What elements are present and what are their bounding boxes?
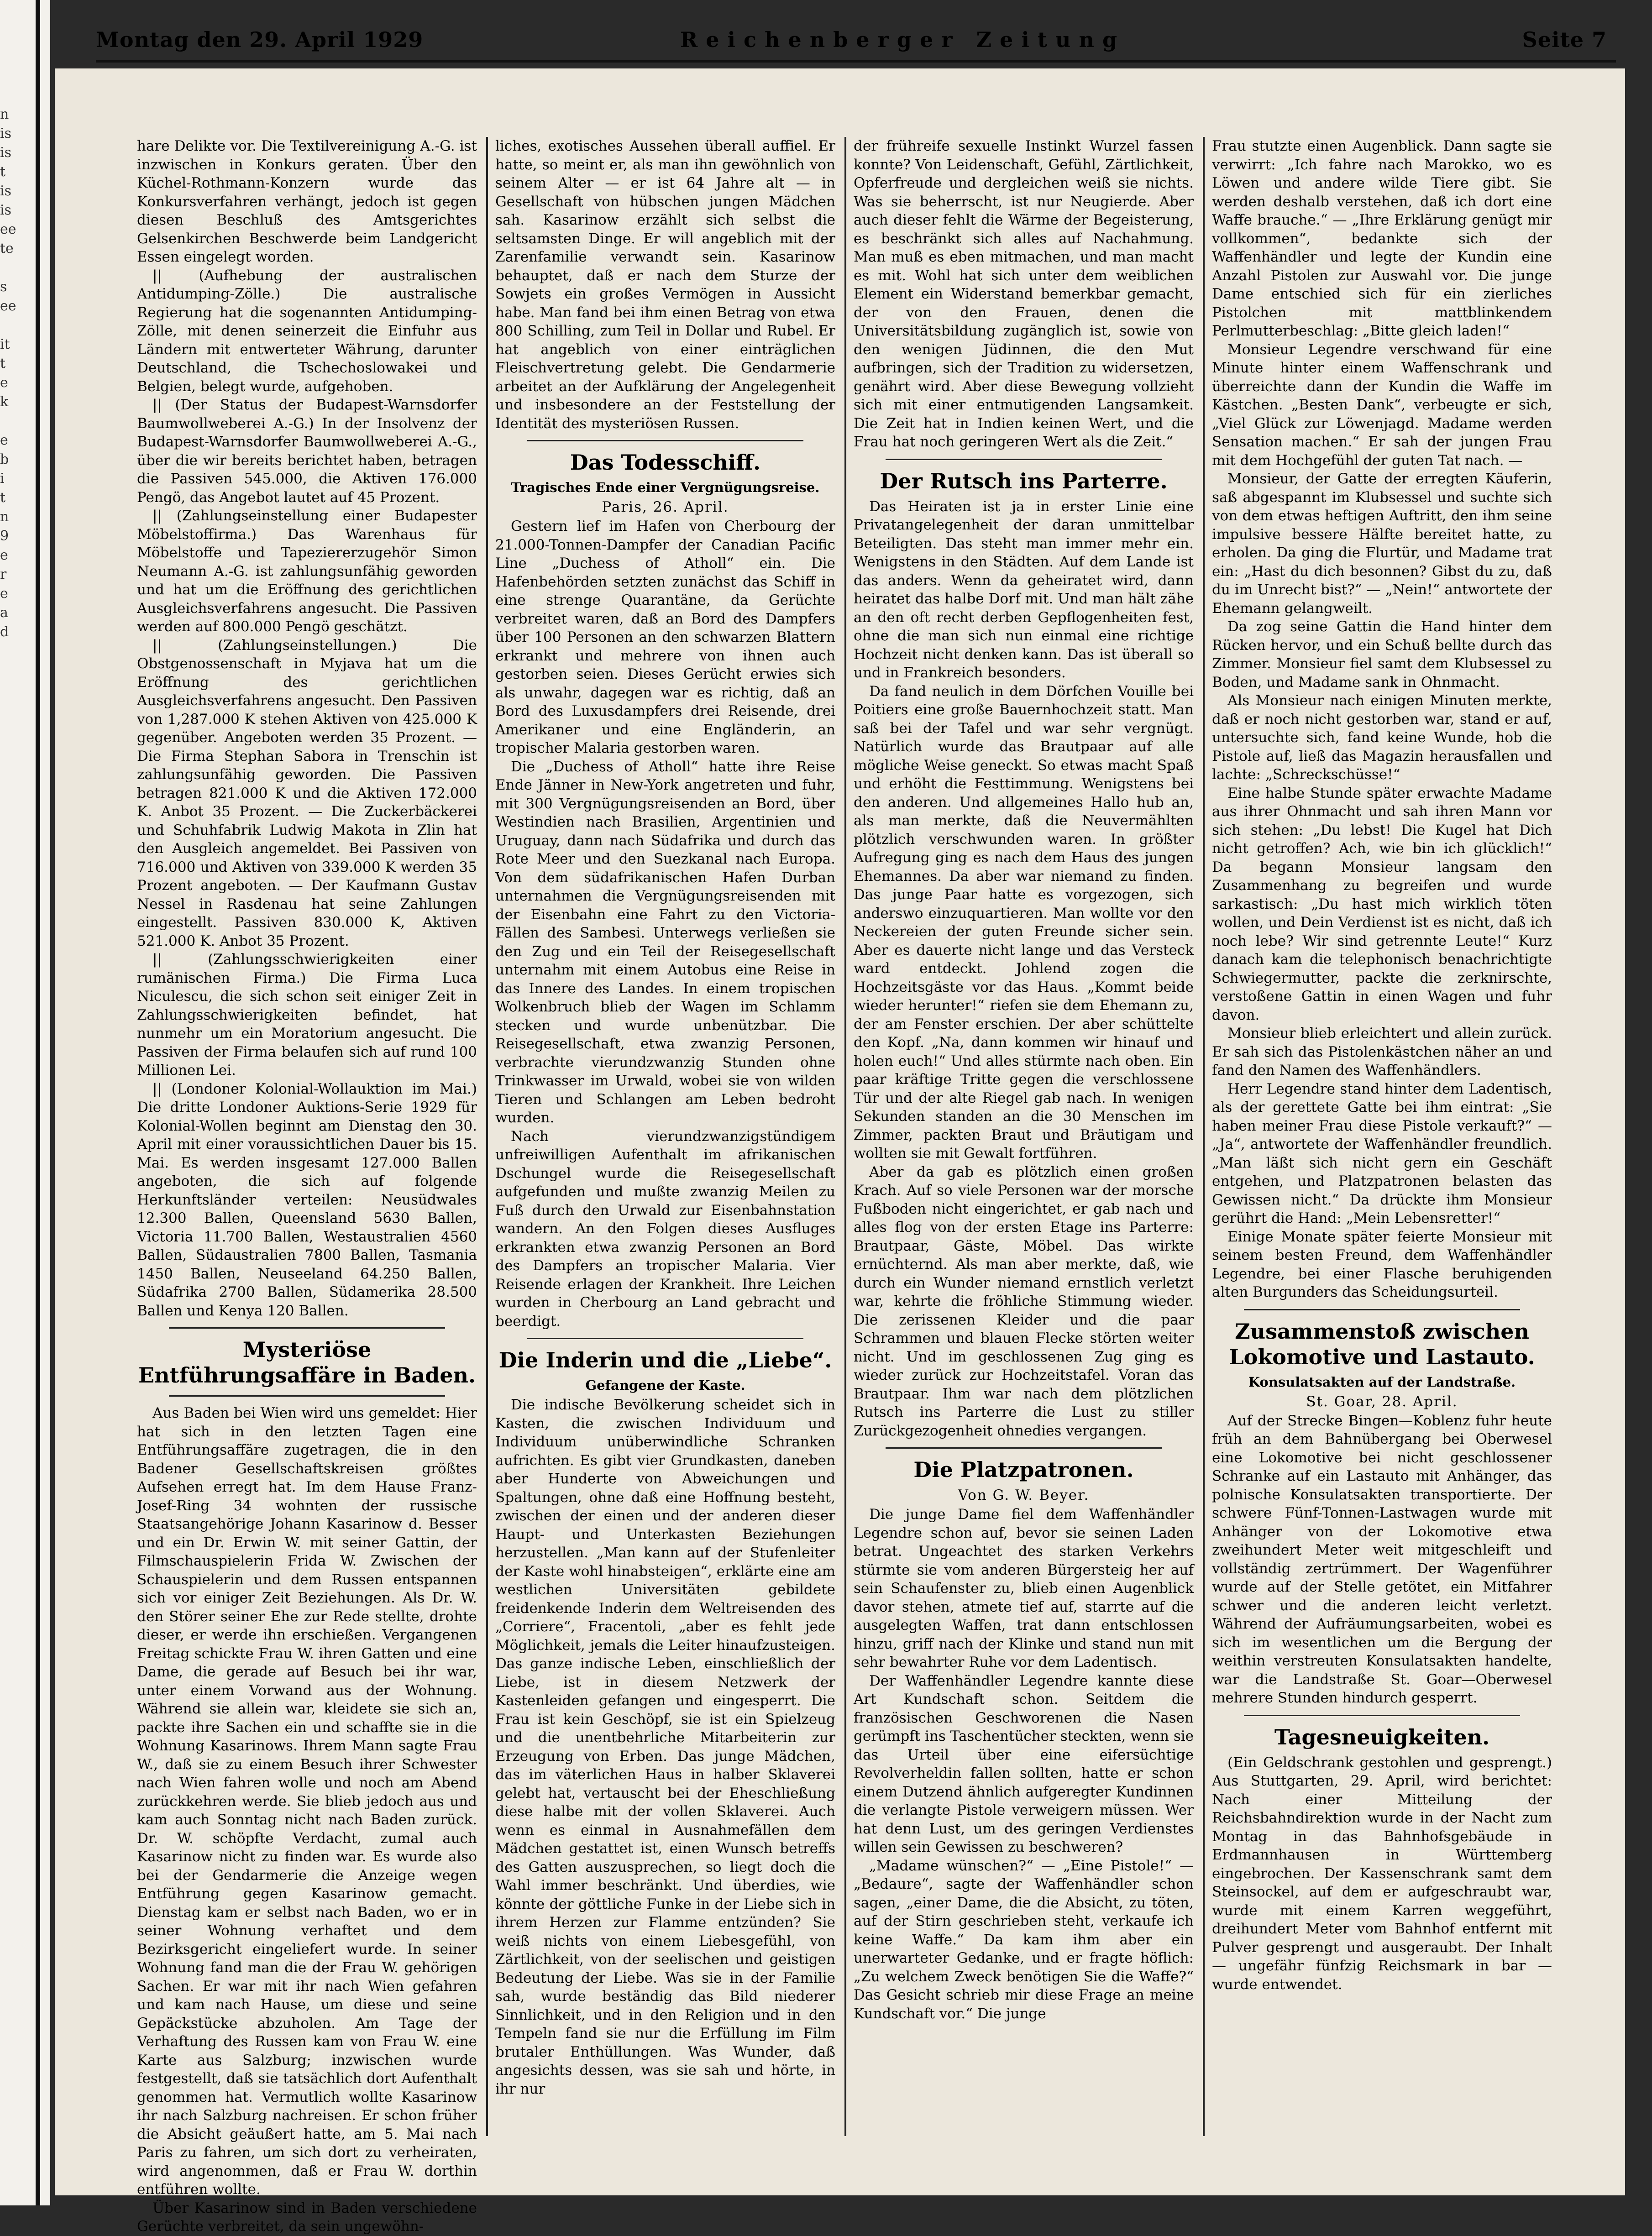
paragraph: Die indische Bevölkerung scheidet sich in Kasten, die zwischen Individuum und Individuum unüberwindliche Schranken aufrichten. Es gibt vier Grundkasten, daneben aber Hunderte von Abweichungen und Spaltungen, ohne daß eine Hoffnung besteht, zwischen der einen und der anderen dieser Haupt- und Unterkasten Beziehungen herzustellen. „Man kann auf der Stufenleiter der Kaste wohl hinabsteigen“, erklärte eine am westlichen Universitäten gebildete freidenkende Inderin dem Weltreisenden des „Corriere“, Fracentoli, „aber es fehlt jede Möglichkeit, jemals die Leiter hinaufzusteigen. Das ganze indische Leben, einschließlich der Liebe, ist in diesem Netzwerk der Kastenleiden gefangen und eingesperrt. Die Frau ist kein Geschöpf, sie ist ein Spielzeug und die unentbehrliche Mitarbeiterin zur Erzeugung von Erben. Das junge Mädchen, das im väterlichen Haus in halber Sklaverei gelebt hat, vertauscht bei der Eheschließung diese halbe mit der vollen Sklaverei. Auch wenn es einmal in Ausnahmefällen dem Mädchen gestattet ist, einen Wunsch betreffs des Gatten auszusprechen, so liegt doch die Wahl immer beschränkt. Und überdies, wie könnte der göttliche Funke in der Liebe sich in ihrem Herzen zur Flamme entzünden? Sie weiß nichts von einem Liebesgefühl, von Zärtlichkeit, von der seelischen und geistigen Bedeutung der Liebe. Was sie in der Familie sah, wurde beständig das Bild niederer Sinnlichkeit, und in den Religion und in den Tempeln fand sie nur die Erfüllung im Film brutaler Enthüllungen. Was Wunder, daß angesichts dessen, was sie sah und hörte, in ihr nur <box>495 1397 835 2097</box>
article-headline: Der Rutsch ins Parterre. <box>880 468 1168 493</box>
article-subheadline: Tragisches Ende einer Vergnügungsreise. <box>511 480 820 495</box>
paragraph: Die „Duchess of Atholl“ hatte ihre Reise Ende Jänner in New-York angetreten und fuhr, mit 300 Vergnügungsreisenden an Bord, über Westindien nach Brasilien, Argentinien und Uruguay, dann nach Südafrika und durch das Rote Meer und den Suezkanal nach Europa. Von dem südafrikanischen Hafen Durban unternahmen die Vergnügungsreisenden mit der Eisenbahn eine Fahrt zu den Victoria-Fällen des Sambesi. Unterwegs verließen sie den Zug und ein Teil der Reisegesellschaft unternahm mit einem Autobus eine Reise in das Innere des Landes. In einem tropischen Wolkenbruch blieb der Wagen im Schlamm stecken und wurde unbenützbar. Die Reisegesellschaft, etwa zwanzig Personen, verbrachte vierundzwanzig Stunden ohne Trinkwasser im Urwald, wobei sie von wilden Tieren und Schlangen am Leben bedroht wurden. <box>495 758 835 1126</box>
column-4 <box>1212 137 1552 1994</box>
paragraph: Monsieur, der Gatte der erregten Käuferin, saß abgespannt im Klubsessel und suchte sich von dem etwas heftigen Auftritt, den ihm seine impulsive bessere Hälfte bereitet hatte, zu erholen. Da ging die Flurtür, und Madame trat ein: „Hast du dich besonnen? Gibst du zu, daß du im Unrecht bist?“ — „Nein!“ antwortete der Ehemann gelangweilt. <box>1212 471 1552 617</box>
paragraph: Einige Monate später feierte Monsieur mit seinem besten Freund, dem Waffenhändler Legendre, bei einer Flasche beruhigenden alten Burgunders das Scheidungsurteil. <box>1212 1228 1552 1300</box>
paragraph: Das Heiraten ist ja in erster Linie eine Privatangelegenheit der daran unmittelbar Beteiligten. Das steht man immer mehr ein. Wenigstens in den Städten. Auf dem Lande ist das anders. Wenn da geheiratet wird, dann heiratet das halbe Dorf mit. Und man hält zähe an den oft recht derben Gepflogenheiten fest, ohne die man sich nun einmal eine richtige Hochzeit nicht denken kann. Das ist überall so und in Frankreich besonders. <box>854 498 1194 681</box>
paragraph: || (Zahlungseinstellung einer Budapester Möbelstoffirma.) Das Warenhaus für Möbelstoffe und Tapeziererzugehör Simon Neumann A.-G. ist zahlungsunfähig geworden und hat um die Eröffnung des gerichtlichen Ausgleichsverfahrens angesucht. Die Passiven werden auf 800.000 Pengö geschätzt. <box>137 508 477 635</box>
page-header <box>96 27 1639 59</box>
article-headline: Mysteriöse Entführungsaffäre in Baden. <box>138 1337 476 1388</box>
paragraph: Die junge Dame fiel dem Waffenhändler Legendre schon auf, bevor sie seinen Laden betrat. Ungeachtet des starken Verkehrs stürmte sie vom anderen Bürgersteig her auf sein Schaufenster zu, blieb einen Augenblick davor stehen, atmete tief auf, starrte auf die ausgelegten Waffen, trat dann entschlossen hinzu, griff nach der Klinke und stand nun mit sehr bewahrter Ruhe vor dem Ladentisch. <box>854 1506 1194 1670</box>
left-page-edge <box>0 0 50 2205</box>
paragraph: Nach vierundzwanzigstündigem unfreiwilligen Aufenthalt im afrikanischen Dschungel wurde die Reisegesellschaft aufgefunden und mußte zwanzig Meilen zu Fuß durch den Urwald zur Eisenbahnstation wandern. An den Folgen dieses Ausfluges erkrankten etwa zwanzig Personen an Bord des Dampfers an tropischer Malaria. Vier Reisende erlagen der Krankheit. Ihre Leichen wurden in Cherbourg an Land gebracht und beerdigt. <box>495 1128 835 1330</box>
paragraph: || (Der Status der Budapest-Warnsdorfer Baumwollweberei A.-G.) In der Insolvenz der Budapest-Warnsdorfer Baumwollweberei A.-G., über die wir bereits berichtet haben, betragen die Passiven 545.000, die Aktiven 176.000 Pengö, das Angebot lautet auf 45 Prozent. <box>137 397 477 506</box>
article-headline: Die Platzpatronen. <box>913 1457 1134 1482</box>
paragraph: Gestern lief im Hafen von Cherbourg der 21.000-Tonnen-Dampfer der Canadian Pacific Line „Duchess of Atholl“ ein. Die Hafenbehörden setzten zunächst das Schiff in eine strenge Quarantäne, da Gerüchte verbreitet waren, daß an Bord des Dampfers über 100 Personen an den schwarzen Blattern erkrankt und mehrere von ihnen auch gestorben seien. Dieses Gerücht erwies sich als unwahr, dagegen war es richtig, daß an Bord des Luxusdampfers drei Reisende, drei Amerikaner und eine Engländerin, an tropischer Malaria gestorben waren. <box>495 518 835 756</box>
byline: Von G. W. Beyer. <box>958 1487 1090 1503</box>
column-rule <box>486 137 488 2136</box>
article-headline: Zusammenstoß zwischen Lokomotive und Lastauto. <box>1229 1319 1535 1369</box>
paragraph: Auf der Strecke Bingen—Koblenz fuhr heute früh an dem Bahnübergang bei Oberwesel eine Lokomotive bei nicht geschlossener Schranke auf ein Lastauto mit Anhänger, das polnische Konsulatsakten transportierte. Der schwere Fünf-Tonnen-Lastwagen wurde mit Anhänger von der Lokomotive etwa zweihundert Meter weit mitgeschleift und vollständig zertrümmert. Der Wagenführer wurde auf der Stelle getötet, ein Mitfahrer schwer und die anderen leicht verletzt. Während der Aufräumungsarbeiten, wobei es sich im wesentlichen um die Bergung der weithin verstreuten Konsulatsakten handelte, war die Landstraße St. Goar—Oberwesel mehrere Stunden hindurch gesperrt. <box>1212 1412 1552 1706</box>
article-headline: Das Todesschiff. <box>570 450 761 475</box>
paragraph: Aus Baden bei Wien wird uns gemeldet: Hier hat sich in den letzten Tagen eine Entführungsaffäre zugetragen, die in den Badener Gesellschaftskreisen größtes Aufsehen erregt hat. Im dem Hause Franz-Josef-Ring 34 wohnten der russische Staatsangehörige Johann Kasarinow d. Besser und ein Dr. Erwin W. mit seiner Gattin, der Filmschauspielerin Frida W. Zwischen der Schauspielerin und dem Russen entspannen sich vor einiger Zeit Beziehungen. Als Dr. W. den Störer seiner Ehe zur Rede stellte, drohte dieser, er werde ihn erschießen. Vergangenen Freitag schickte Frau W. ihren Gatten und eine Dame, die gerade auf Besuch bei ihr war, unter einem Vorwand aus der Wohnung. Während sie allein war, kleidete sie sich an, packte ihre Sachen ein und schaffte sie in die Wohnung Kasarinows. Ihrem Mann sagte Frau W., daß sie zu einem Besuch ihrer Schwester nach Wien fahren wolle und noch am Abend zurückkehren werde. Sie blieb jedoch aus und kam auch Sonntag nicht nach Baden zurück. Dr. W. schöpfte Verdacht, zumal auch Kasarinow nicht zu finden war. Es wurde also bei der Gendarmerie die Anzeige wegen Entführung gegen Kasarinow gemacht. Dienstag kam er selbst nach Baden, wo er in seiner Wohnung verhaftet und dem Bezirksgericht eingeliefert wurde. In seiner Wohnung fand man die der Frau W. gehörigen Sachen. Er war mit ihr nach Wien gefahren und kam nach Hause, um diese und seine Gepäckstücke abzuholen. Am Tage der Verhaftung des Russen kam von Frau W. eine Karte aus Salzburg; inzwischen wurde festgestellt, daß sie tatsächlich dort Aufenthalt genommen hat. Vermutlich wollte Kasarinow ihr nach Salzburg nachreisen. Er schon früher die Absicht geäußert hatte, am 5. Mai nach Paris zu fahren, um sich dort zu verheiraten, wird angenommen, daß er Frau W. dorthin entführen wollte. <box>137 1405 477 2198</box>
section-divider <box>169 1327 445 1329</box>
paragraph: Als Monsieur nach einigen Minuten merkte, daß er noch nicht gestorben war, stand er auf, untersuchte sich, fand keine Wunde, hob die Pistole auf, ließ das Magazin herausfallen und lachte: „Schreckschüsse!“ <box>1212 692 1552 783</box>
paragraph: hare Delikte vor. Die Textilvereinigung A.-G. ist inzwischen in Konkurs geraten. Über den Küchel-Rothmann-Konzern wurde das Konkursverfahren verhängt, jedoch ist gegen diesen Beschluß des Amtsgerichtes Gelsenkirchen Beschwerde beim Landgericht Essen eingelegt worden. <box>137 138 477 265</box>
section-divider <box>527 440 803 441</box>
article-subheadline: Gefangene der Kaste. <box>585 1377 745 1393</box>
paragraph: Monsieur Legendre verschwand für eine Minute hinter einem Waffenschrank und überreichte dann der Kundin die Waffe im Kästchen. „Besten Dank“, verbeugte er sich, „Viel Glück zur Löwenjagd. Madame werden Sensation machen.“ Er sah der jungen Frau mit dem Hochgefühl der guten Tat nach. — <box>1212 341 1552 469</box>
paragraph: Monsieur blieb erleichtert und allein zurück. Er sah sich das Pistolenkästchen näher an und fand den Namen des Waffenhändlers. <box>1212 1025 1552 1079</box>
paragraph: Eine halbe Stunde später erwachte Madame aus ihrer Ohnmacht und sah ihren Mann vor sich stehen: „Du lebst! Die Kugel hat Dich nicht getroffen? Ach, wie bin ich glücklich!“ Da begann Monsieur langsam den Zusammenhang zu begreifen und wurde sarkastisch: „Du hast mich wirklich töten wollen, und Dein Verdienst ist es nicht, daß ich noch lebe? Wir sind getrennte Leute!“ Kurz danach kam die telephonisch benachrichtigte Schwiegermutter, packte die zerknirschte, verstoßene Gattin in einen Wagen und fuhr davon. <box>1212 785 1552 1023</box>
adjacent-page-fragments: n is is t is is ee te s ee it t e k e b i t n 9 e r e a d <box>0 106 16 640</box>
paragraph: Frau stutzte einen Augenblick. Dann sagte sie verwirrt: „Ich fahre nach Marokko, wo es Löwen und andere wilde Tiere gibt. Sie werden deshalb verstehen, daß ich dort eine Waffe brauche.“ — „Ihre Erklärung genügt mir vollkommen“, bedankte sich der Waffenhändler und legte der Kundin eine Anzahl Pistolen zur Auswahl vor. Die junge Dame entschied sich für ein zierliches Pistolchen mit mattblinkendem Perlmutterbeschlag: „Bitte gleich laden!“ <box>1212 138 1552 339</box>
section-divider <box>527 1338 803 1339</box>
paragraph: || (Aufhebung der australischen Antidumping-Zölle.) Die australische Regierung hat die sogenannten Antidumping-Zölle, mit denen seinerzeit die Einfuhr aus Ländern mit entwerteter Währung, darunter Deutschland, die Tschechoslowakei und Belgien, belegt wurde, aufgehoben. <box>137 267 477 395</box>
paragraph: (Ein Geldschrank gestohlen und gesprengt.) Aus Stuttgarten, 29. April, wird berichtet: Nach einer Mitteilung der Reichsbahndirektion wurde in der Nacht zum Montag in das Bahnhofsgebäude in Erdmannhausen in Württemberg eingebrochen. Der Kassenschrank samt dem Steinsockel, auf dem er aufgeschraubt war, wurde mit einem Karren weggeführt, dreihundert Meter vom Bahnhof entfernt mit Pulver gesprengt und ausgeraubt. Der Inhalt — ungefähr fünfzig Reichsmark in bar — wurde entwendet. <box>1212 1754 1552 1993</box>
dateline: Paris, 26. April. <box>602 499 729 515</box>
paragraph: Aber da gab es plötzlich einen großen Krach. Auf so viele Personen war der morsche Fußboden nicht eingerichtet, er gab nach und alles flog von der ersten Etage ins Parterre: Brautpaar, Gäste, Möbel. Das wirkte ernüchternd. Als man aber merkte, daß, wie durch ein Wunder niemand ernstlich verletzt war, kehrte die fröhliche Stimmung wieder. Die zerissenen Kleider und die paar Schrammen und blauen Flecke störten weiter nicht. Und im geschlossenen Zug ging es wieder zurück zur Hochzeitstafel. Voran das Brautpaar. Ihm war nach dem plötzlichen Rutsch ins Parterre die Lust zu stiller Zurückgezogenheit ohnedies vergangen. <box>854 1163 1194 1439</box>
section-divider <box>886 459 1162 460</box>
section-divider <box>1244 1309 1520 1310</box>
paragraph: Da zog seine Gattin die Hand hinter dem Rücken hervor, und ein Schuß bellte durch das Zimmer. Monsieur fiel samt dem Klubsessel zu Boden, und Madame sank in Ohnmacht. <box>1212 618 1552 691</box>
paragraph: || (Londoner Kolonial-Wollauktion im Mai.) Die dritte Londoner Auktions-Serie 1929 für Kolonial-Wollen beginnt am Dienstag den 30. April mit einer voraussichtlichen Dauer bis 15. Mai. Es werden insgesamt 127.000 Ballen angeboten, die sich auf folgende Herkunftsländer verteilen: Neusüdwales 12.300 Ballen, Queensland 5630 Ballen, Victoria 11.700 Ballen, Westaustralien 4560 Ballen, Südaustralien 7800 Ballen, Tasmania 1450 Ballen, Neuseeland 64.250 Ballen, Südafrika 2700 Ballen, Südamerika 28.500 Ballen und Kenya 120 Ballen. <box>137 1080 477 1319</box>
section-headline: Tagesneuigkeiten. <box>1274 1724 1490 1749</box>
paragraph: Über Kasarinow sind in Baden verschiedene Gerüchte verbreitet, da sein ungewöhn- <box>137 2199 477 2235</box>
section-divider <box>169 1395 445 1397</box>
paragraph: Da fand neulich in dem Dörfchen Vouille bei Poitiers eine große Bauernhochzeit statt. Man saß bei der Tafel und war sehr vergnügt. Natürlich wurde das Brautpaar auf alle mögliche Weise geneckt. So etwas macht Spaß und erhöht die Festtimmung. Wenigstens bei den anderen. Und allgemeines Hallo hub an, als man merkte, daß die Neuvermählten plötzlich verschwunden waren. In größter Aufregung ging es nach dem Haus des jungen Ehemannes. Da aber war niemand zu finden. Das junge Paar hatte es vorgezogen, sich anderswo einzuquartieren. Man wollte vor den Neckereien der guten Freunde sicher sein. Aber es dauerte nicht lange und das Versteck ward entdeckt. Johlend zogen die Hochzeitsgäste vor das Haus. „Kommt beide wieder herunter!“ riefen sie dem Ehemann zu, der am Fenster erschien. Der aber schüttelte den Kopf. „Na, dann kommen wir hinauf und holen euch!“ Und alles stürmte nach oben. Ein paar kräftige Tritte gegen die verschlossene Tür und der alte Riegel gab nach. In wenigen Sekunden standen an die 30 Menschen im Zimmer, packten Braut und Bräutigam und wollten sie mit Gewalt fortführen. <box>854 683 1194 1162</box>
column-rule <box>1203 137 1205 2136</box>
section-divider <box>886 1447 1162 1449</box>
dateline: St. Goar, 28. April. <box>1306 1393 1458 1410</box>
column-2 <box>495 137 835 2098</box>
paragraph: Herr Legendre stand hinter dem Ladentisch, als der gerettete Gatte bei ihm eintrat: „Sie haben meiner Frau diese Pistole verkauft?“ — „Ja“, antwortete der Waffenhändler freundlich. „Man läßt sich nicht gern ein Geschäft entgehen, und Platzpatronen belasten das Gewissen nicht.“ Da drückte ihm Monsieur gerührt die Hand: „Mein Lebensretter!“ <box>1212 1080 1552 1226</box>
paragraph: „Madame wünschen?“ — „Eine Pistole!“ — „Bedaure“, sagte der Waffenhändler schon sagen, „einer Dame, die die Absicht, zu töten, auf der Stirn geschrieben steht, verkaufe ich keine Waffe.“ Da kam ihm aber ein unerwarteter Gedanke, und er fragte höflich: „Zu welchem Zweck benötigen Sie die Waffe?“ Das Gesicht schrieb mir diese Frage an meine Kundschaft vor.“ Die junge <box>854 1857 1194 2022</box>
column-rule <box>844 137 846 2136</box>
header-title: Reichenberger Zeitung <box>680 27 1126 52</box>
column-3 <box>854 137 1194 2023</box>
article-subheadline: Konsulatsakten auf der Landstraße. <box>1248 1374 1516 1390</box>
paragraph: Der Waffenhändler Legendre kannte diese Art Kundschaft schon. Seitdem die französischen Geschworenen die Nasen gerümpft ins Taschentücher steckten, wenn sie das Urteil über eine eifersüchtige Revolverheldin fallen sollten, hatte er schon einem Dutzend ähnlich aufgeregter Kundinnen die verlangte Pistole verweigern müssen. Wer hat denn Lust, um des geringen Verdienstes willen sein Gewissen zu beschweren? <box>854 1672 1194 1855</box>
section-divider <box>1244 1715 1520 1716</box>
header-date: Montag den 29. April 1929 <box>96 27 424 52</box>
header-rule <box>96 60 1616 63</box>
paragraph: liches, exotisches Aussehen überall auffiel. Er hatte, so meint er, als man ihn gewöhnlich von seinem Alter — er ist 64 Jahre alt — in Gesellschaft von hübschen jungen Mädchen sah. Kasarinow erzählt sich selbst die seltsamsten Dinge. Er will angeblich mit der Zarenfamilie verwandt sein. Kasarinow behauptet, daß er nach dem Sturze der Sowjets ein großes Vermögen in Aussicht habe. Man fand bei ihm einen Betrag von etwa 800 Schilling, zum Teil in Dollar und Rubel. Er hat angeblich von einer einträglichen Fleischvertretung gelebt. Die Gendarmerie arbeitet an der Aufklärung der Angelegenheit und insbesondere an der Feststellung der Identität des mysteriösen Russen. <box>495 138 835 432</box>
article-headline: Die Inderin und die „Liebe“. <box>498 1348 832 1372</box>
column-1 <box>137 137 477 2236</box>
paragraph: der frühreife sexuelle Instinkt Wurzel fassen konnte? Von Leidenschaft, Gefühl, Zärtlichkeit, Opferfreude und dergleichen weiß sie nichts. Was sie beherrscht, ist nur Neugierde. Aber auch dieser fehlt die Wärme der Begeisterung, es beschränkt sich alles auf Nachahmung. Man muß es eben mitmachen, und man macht es mit. Wohl hat sich unter dem weiblichen Element ein Widerstand bemerkbar gemacht, der von den Frauen, denen die Universitätsbildung zugänglich ist, sowie von den wenigen Jüdinnen, die den Mut aufbringen, sich der Tradition zu widersetzen, genährt wird. Aber diese Bewegung vollzieht sich mit einer entmutigenden Langsamkeit. Die Zeit hat in Indien keinen Wert, und die Frau hat noch geringeren Wert als die Zeit.“ <box>854 138 1194 450</box>
header-page-number: Seite 7 <box>1522 27 1607 52</box>
paragraph: || (Zahlungseinstellungen.) Die Obstgenossenschaft in Myjava hat um die Eröffnung des gerichtlichen Ausgleichsverfahrens angesucht. Den Passiven von 1,287.000 K stehen Aktiven von 425.000 K gegenüber. Angeboten werden 35 Prozent. — Die Firma Stephan Sabora in Trenschin ist zahlungsunfähig geworden. Die Passiven betragen 821.000 K und die Aktiven 172.000 K. Anbot 35 Prozent. — Die Zuckerbäckerei und Schuhfabrik Ludwig Makota in Zlin hat den Ausgleich angemeldet. Bei Passiven von 716.000 und Aktiven von 339.000 K werden 35 Prozent angeboten. — Der Kaufmann Gustav Nessel in Rasdenau hat seine Zahlungen eingestellt. Passiven 830.000 K, Aktiven 521.000 K. Anbot 35 Prozent. <box>137 637 477 949</box>
paragraph: || (Zahlungsschwierigkeiten einer rumänischen Firma.) Die Firma Luca Niculescu, die sich schon seit einiger Zeit in Zahlungsschwierigkeiten befindet, hat nunmehr um ein Moratorium angesucht. Die Passiven der Firma belaufen sich auf rund 100 Millionen Lei. <box>137 951 477 1079</box>
page-gutter <box>36 0 40 2205</box>
